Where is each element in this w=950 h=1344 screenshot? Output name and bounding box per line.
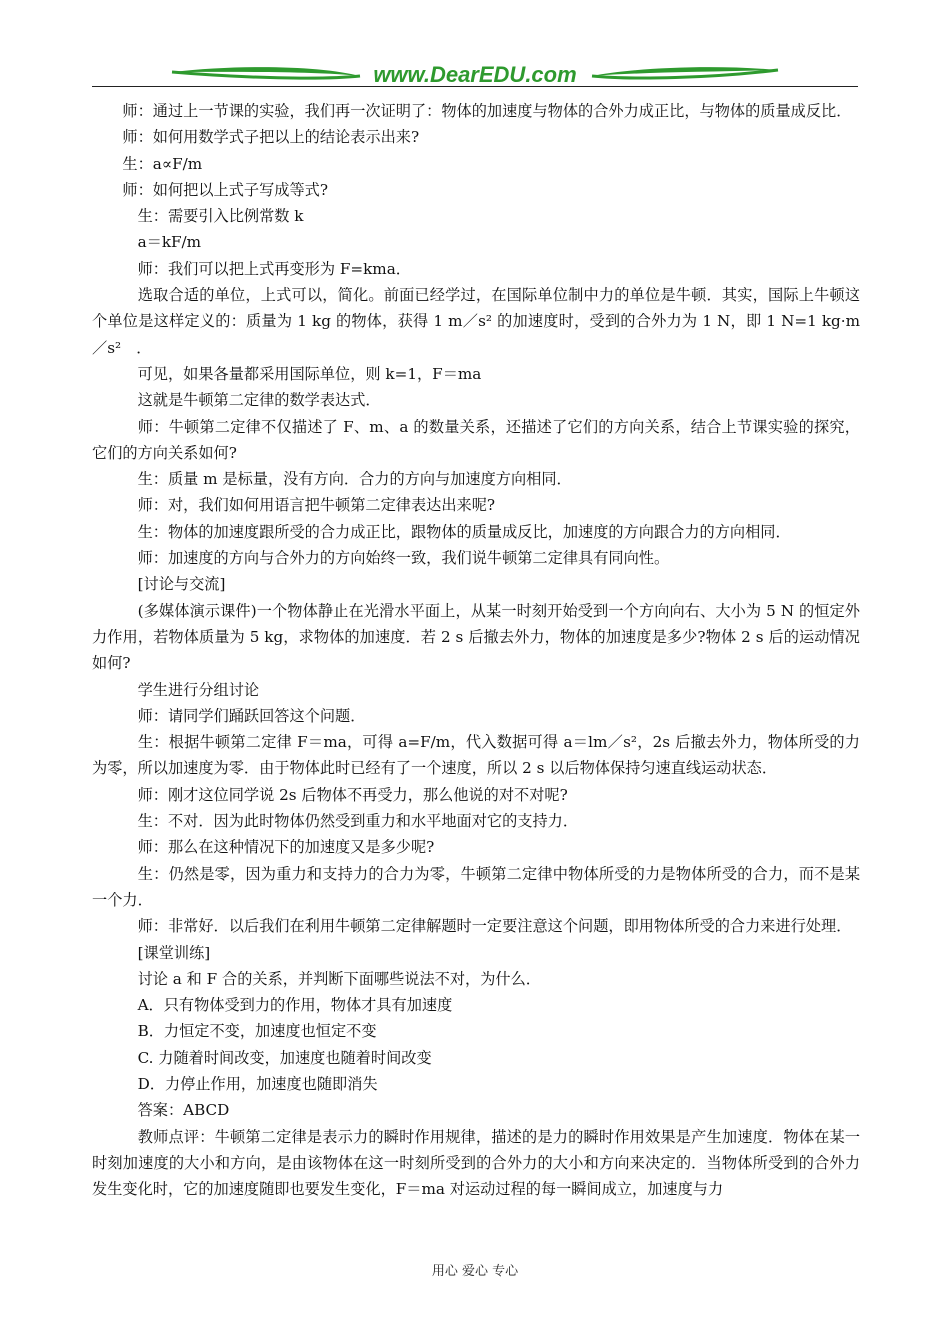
paragraph: 这就是牛顿第二定律的数学表达式． <box>122 391 381 410</box>
paragraph: 师：如何把以上式子写成等式? <box>122 180 328 199</box>
paragraph: 讨论 a 和 F 合的关系，并判断下面哪些说法不对，为什么． <box>122 969 541 988</box>
paragraph: 生：仍然是零，因为重力和支持力的合力为零，牛顿第二定律中物体所受的力是物体所受的合力，而不是某一个力． <box>92 864 860 909</box>
section-heading: [讨论与交流] <box>122 575 226 594</box>
paragraph: 学生进行分组讨论 <box>122 680 260 699</box>
option-c: C. 力随着时间改变，加速度也随着时间改变 <box>122 1048 432 1067</box>
paragraph: 生：物体的加速度跟所受的合力成正比，跟物体的质量成反比，加速度的方向跟合力的方向相同． <box>122 522 791 541</box>
option-b: B．力恒定不变，加速度也恒定不变 <box>122 1022 377 1041</box>
paragraph: 师：我们可以把上式再变形为 F=kma． <box>122 259 411 278</box>
paragraph: 生：a∝F/m <box>122 154 203 173</box>
paragraph: 生：不对．因为此时物体仍然受到重力和水平地面对它的支持力． <box>122 812 579 831</box>
paragraph: a＝kF/m <box>122 233 202 252</box>
logo-text: www.DearEDU.com <box>373 62 577 87</box>
document-body <box>92 98 860 1202</box>
section-heading: [课堂训练] <box>122 943 211 962</box>
paragraph: 师：加速度的方向与合外力的方向始终一致，我们说牛顿第二定律具有同向性。 <box>122 549 670 568</box>
paragraph: 师：那么在这种情况下的加速度又是多少呢? <box>122 838 435 857</box>
paragraph: (多媒体演示课件)一个物体静止在光滑水平面上，从某一时刻开始受到一个方向向右、大小为 5 N 的恒定外力作用，若物体质量为 5 kg，求物体的加速度．若 2 s 后撤去外力，物体的加速度是多少?物体 2 s 后的运动情况如何? <box>92 601 860 673</box>
paragraph: 生：质量 m 是标量，没有方向．合力的方向与加速度方向相同． <box>122 470 572 489</box>
paragraph: 师：刚才这位同学说 2s 后物体不再受力，那么他说的对不对呢? <box>122 785 568 804</box>
paragraph: 师：非常好．以后我们在利用牛顿第二定律解题时一定要注意这个问题，即用物体所受的合力来进行处理． <box>122 917 852 936</box>
option-a: A．只有物体受到力的作用，物体才具有加速度 <box>122 996 453 1015</box>
page-footer: 用心 爱心 专心 <box>431 1264 519 1279</box>
paragraph: 教师点评：牛顿第二定律是表示力的瞬时作用规律，描述的是力的瞬时作用效果是产生加速度．物体在某一时刻加速度的大小和方向，是由该物体在这一时刻所受到的合外力的大小和方向来决定的．当物体所受到的合外力发生变化时，它的加速度随即也要发生变化，F＝ma 对运动过程的每一瞬间成立，加速度与力 <box>92 1127 860 1199</box>
paragraph: 生：需要引入比例常数 k <box>122 207 304 226</box>
paragraph: 选取合适的单位，上式可以，简化。前面已经学过，在国际单位制中力的单位是牛顿．其实，国际上牛顿这个单位是这样定义的：质量为 1 kg 的物体，获得 1 m／s² 的加速度时，受到的合外力为 1 N，即 1 N=1 kg·m／s² ． <box>92 286 860 357</box>
paragraph: 师：对，我们如何用语言把牛顿第二定律表达出来呢? <box>122 496 496 515</box>
option-d: D．力停止作用，加速度也随即消失 <box>122 1074 378 1093</box>
paragraph: 生：根据牛顿第二定律 F＝ma，可得 a=F/m，代入数据可得 a＝lm／s²，2s 后撤去外力，物体所受的力为零，所以加速度为零．由于物体此时已经有了一个速度，所以 2 s 以后物体保持匀速直线运动状态． <box>92 733 860 778</box>
paragraph: 可见，如果各量都采用国际单位，则 k=1，F＝ma <box>122 364 482 383</box>
paragraph: 师：通过上一节课的实验，我们再一次证明了：物体的加速度与物体的合外力成正比，与物体的质量成反比． <box>122 102 852 120</box>
paragraph: 师：如何用数学式子把以上的结论表示出来? <box>122 128 420 147</box>
paragraph: 师：牛顿第二定律不仅描述了 F、m、a 的数量关系，还描述了它们的方向关系，结合上节课实验的探究，它们的方向关系如何? <box>92 417 860 462</box>
paragraph: 师：请同学们踊跃回答这个问题． <box>122 706 366 725</box>
answer: 答案：ABCD <box>122 1101 230 1120</box>
header-rule <box>92 86 858 87</box>
